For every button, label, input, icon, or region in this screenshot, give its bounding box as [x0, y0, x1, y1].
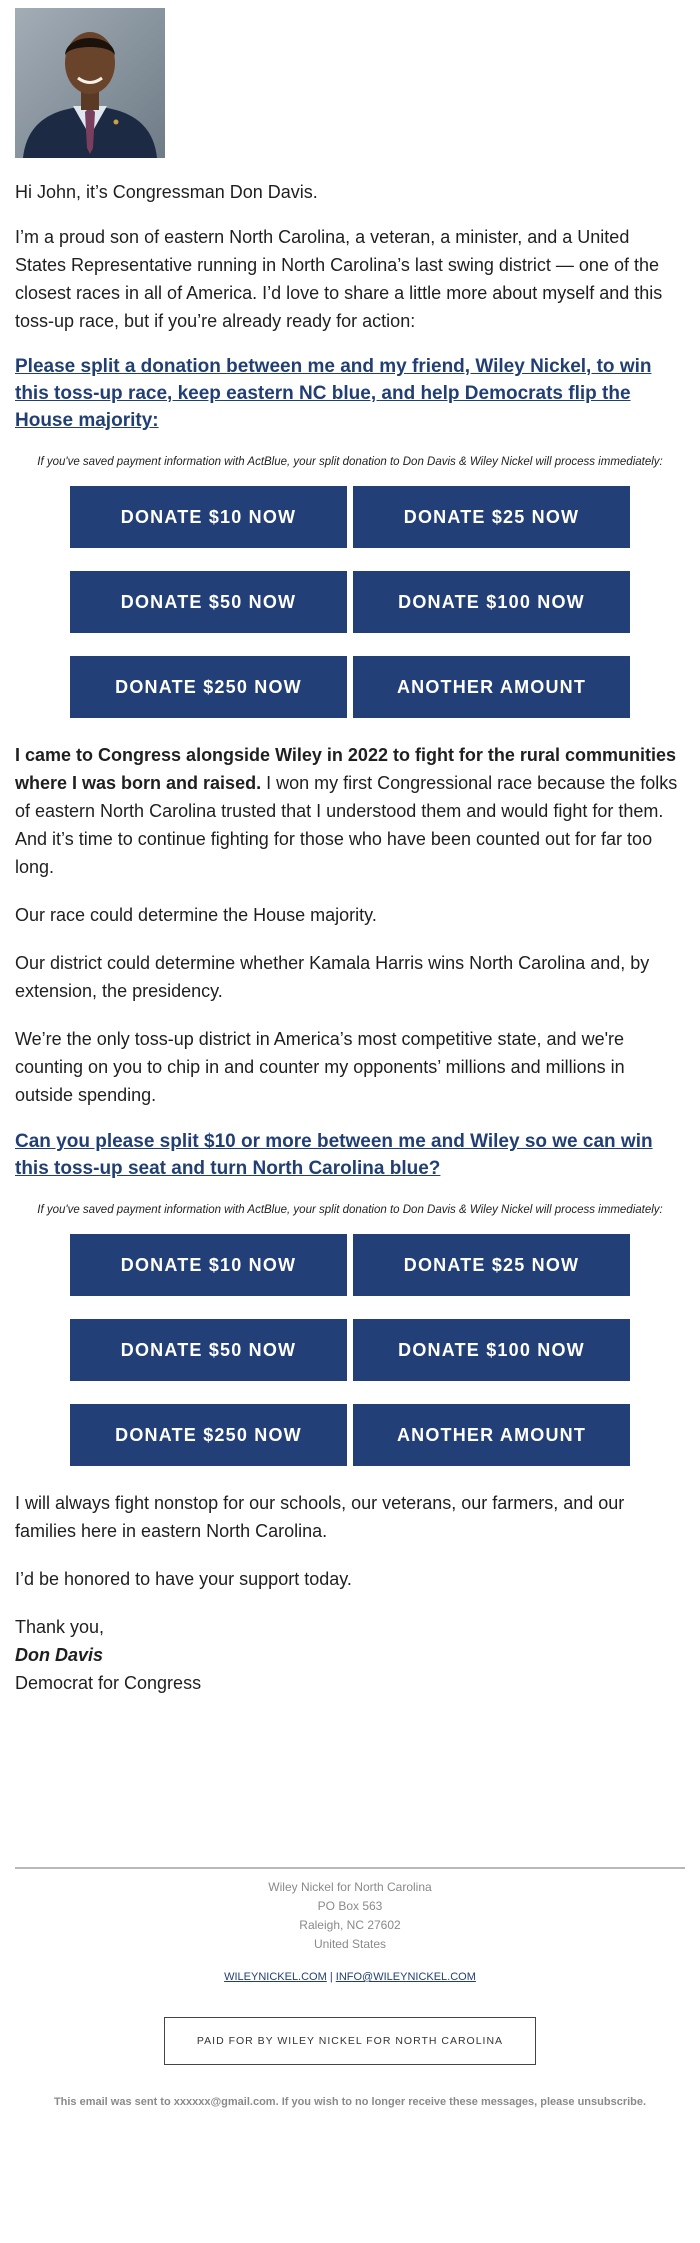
candidate-photo: [15, 8, 165, 158]
donate-100-button[interactable]: DONATE $100 NOW: [353, 571, 630, 633]
donate-10-button[interactable]: DONATE $10 NOW: [70, 1234, 347, 1296]
presidency-paragraph: Our district could determine whether Kamala Harris wins North Carolina and, by extension, the presidency.: [15, 953, 650, 1001]
donate-cta-link-1[interactable]: Please split a donation between me and my friend, Wiley Nickel, to win this toss-up race, keep eastern NC blue, and help Democrats flip the House majority:: [15, 356, 652, 431]
signoff: Thank you,: [15, 1617, 105, 1637]
congress-bold-text: I came to Congress alongside Wiley in 2022 to fight for the rural communities where I was born and raised.: [15, 745, 676, 793]
actblue-note-2: If you've saved payment information with ActBlue, your split donation to Don Davis & Wiley Nickel will process immediately:: [37, 1204, 663, 1216]
email-body: [15, 8, 685, 1697]
another-amount-button[interactable]: ANOTHER AMOUNT: [353, 656, 630, 718]
fight-paragraph: I will always fight nonstop for our schools, our veterans, our farmers, and our families here in eastern North Carolina.: [15, 1493, 625, 1541]
footer-org: Wiley Nickel for North Carolina: [268, 1880, 432, 1894]
donate-10-button[interactable]: DONATE $10 NOW: [70, 486, 347, 548]
support-paragraph: I’d be honored to have your support today.: [15, 1569, 352, 1589]
congress-rest-text: I won my first Congressional race because the folks of eastern North Carolina trusted that I understood them and would fight for them. And it’s time to continue fighting for those who have been counted out for far too long.: [15, 773, 678, 877]
donate-50-button[interactable]: DONATE $50 NOW: [70, 1319, 347, 1381]
signature-name: Don Davis: [15, 1645, 104, 1665]
email-link[interactable]: INFO@WILEYNICKEL.COM: [335, 1971, 476, 1983]
donate-250-button[interactable]: DONATE $250 NOW: [70, 1404, 347, 1466]
greeting: Hi John, it’s Congressman Don Davis.: [15, 182, 318, 202]
majority-paragraph: Our race could determine the House majority.: [15, 905, 377, 925]
signature: [15, 1641, 685, 1669]
donate-50-button[interactable]: DONATE $50 NOW: [70, 571, 347, 633]
intro-paragraph: I’m a proud son of eastern North Carolina, a veteran, a minister, and a United States Representative running in North Carolina’s last swing district — one of the closest races in all of America. I’d love to share a little more about myself and this toss-up race, but if you’re already ready for action:: [15, 227, 663, 331]
link-separator: |: [329, 1971, 333, 1983]
donate-250-button[interactable]: DONATE $250 NOW: [70, 656, 347, 718]
donate-cta-link-2[interactable]: Can you please split $10 or more between me and Wiley so we can win this toss-up seat and turn North Carolina blue?: [15, 1131, 653, 1179]
actblue-note: If you've saved payment information with ActBlue, your split donation to Don Davis & Wiley Nickel will process immediately:: [37, 456, 663, 468]
donate-button-grid-1: [70, 486, 630, 718]
footer-address-line-2: Raleigh, NC 27602: [299, 1918, 401, 1932]
tossup-paragraph: We’re the only toss-up district in America’s most competitive state, and we're counting on you to chip in and counter my opponents’ millions and millions in outside spending.: [15, 1029, 625, 1105]
donate-25-button[interactable]: DONATE $25 NOW: [353, 1234, 630, 1296]
another-amount-button[interactable]: ANOTHER AMOUNT: [353, 1404, 630, 1466]
signature-title: Democrat for Congress: [15, 1673, 202, 1693]
unsubscribe-text[interactable]: This email was sent to xxxxxx@gmail.com. If you wish to no longer receive these messages, please unsubscribe.: [53, 2096, 647, 2108]
footer-country: United States: [313, 1937, 387, 1951]
website-link[interactable]: WILEYNICKEL.COM: [224, 1971, 327, 1983]
congress-paragraph: [15, 741, 685, 881]
footer-divider: [15, 1867, 685, 1869]
footer-address-line-1: PO Box 563: [317, 1899, 383, 1913]
donate-100-button[interactable]: DONATE $100 NOW: [353, 1319, 630, 1381]
footer: [15, 1878, 685, 2112]
donate-25-button[interactable]: DONATE $25 NOW: [353, 486, 630, 548]
donate-button-grid-2: [70, 1234, 630, 1466]
footer-links: [15, 1968, 685, 1987]
paid-for-box: PAID FOR BY WILEY NICKEL FOR NORTH CAROLINA: [164, 2017, 536, 2065]
